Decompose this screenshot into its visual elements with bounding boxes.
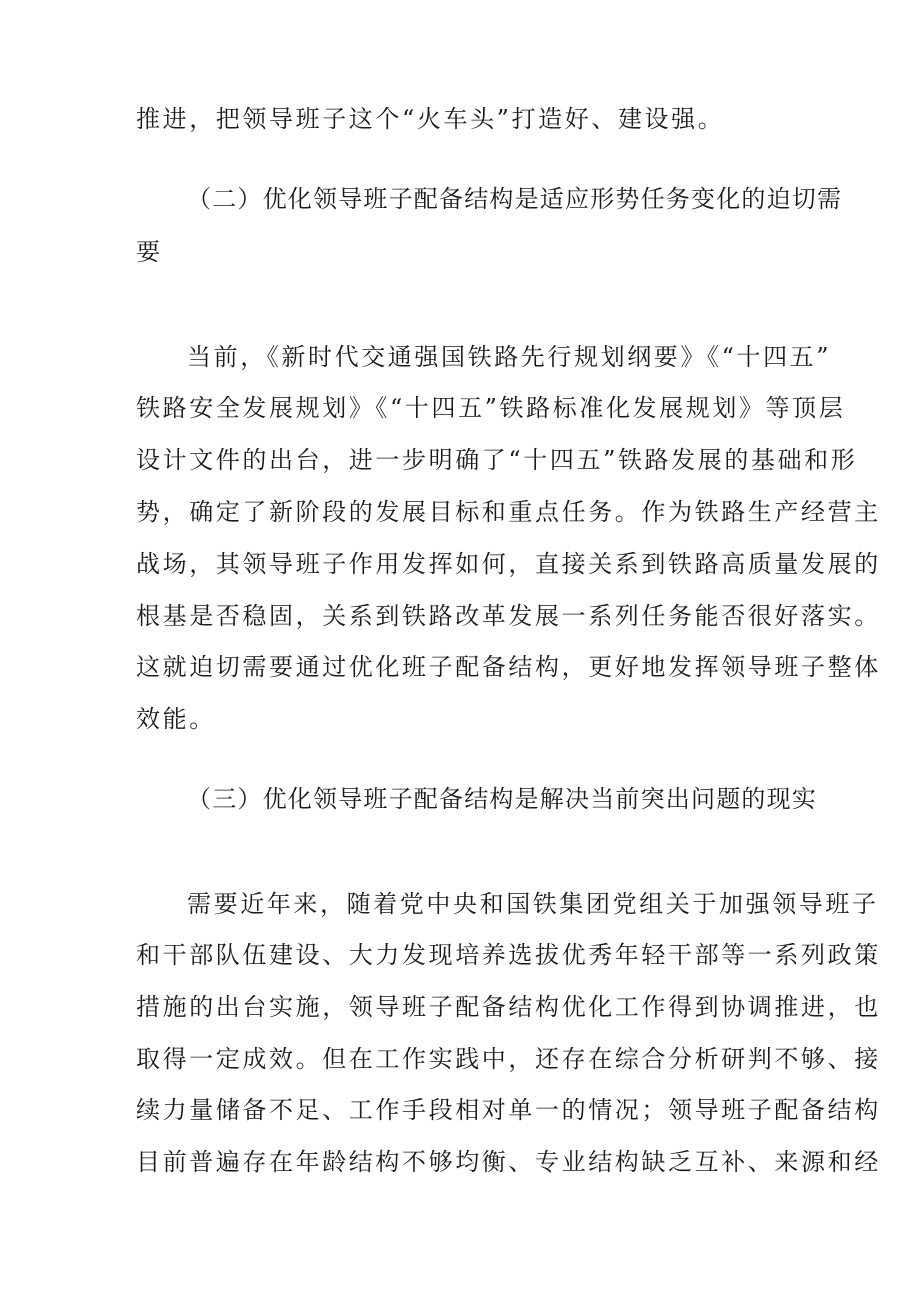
section-heading-continuation: 要 [136,238,162,266]
paragraph-line: 铁路安全发展规划》《“十四五”铁路标准化发展规划》等顶层 [136,394,846,422]
paragraph-line: 根基是否稳固，关系到铁路改革发展一系列任务能否很好落实。 [136,602,881,630]
section-heading: （二）优化领导班子配备结构是适应形势任务变化的迫切需 [187,185,843,213]
section-heading: （三）优化领导班子配备结构是解决当前突出问题的现实 [187,785,817,813]
paragraph-line: 当前，《新时代交通强国铁路先行规划纲要》《“十四五” [187,343,832,371]
paragraph-line: 这就迫切需要通过优化班子配备结构，更好地发挥领导班子整体 [136,653,881,681]
paragraph-line: 和干部队伍建设、大力发现培养选拔优秀年轻干部等一系列政策 [136,941,881,969]
paragraph-line: 需要近年来，随着党中央和国铁集团党组关于加强领导班子 [187,890,879,918]
paragraph-line: 效能。 [136,705,216,733]
paragraph-line: 取得一定成效。但在工作实践中，还存在综合分析研判不够、接 [136,1045,881,1073]
paragraph-line: 措施的出台实施，领导班子配备结构优化工作得到协调推进，也 [136,993,881,1021]
paragraph-line: 推进，把领导班子这个“火车头”打造好、建设强。 [136,105,725,133]
paragraph-line: 势，确定了新阶段的发展目标和重点任务。作为铁路生产经营主 [136,498,881,526]
paragraph-line: 续力量储备不足、工作手段相对单一的情况；领导班子配备结构 [136,1096,881,1124]
paragraph-line: 战场，其领导班子作用发挥如何，直接关系到铁路高质量发展的 [136,550,881,578]
paragraph-line: 目前普遍存在年龄结构不够均衡、专业结构缺乏互补、来源和经 [136,1148,881,1176]
paragraph-line: 设计文件的出台，进一步明确了“十四五”铁路发展的基础和形 [136,446,858,474]
